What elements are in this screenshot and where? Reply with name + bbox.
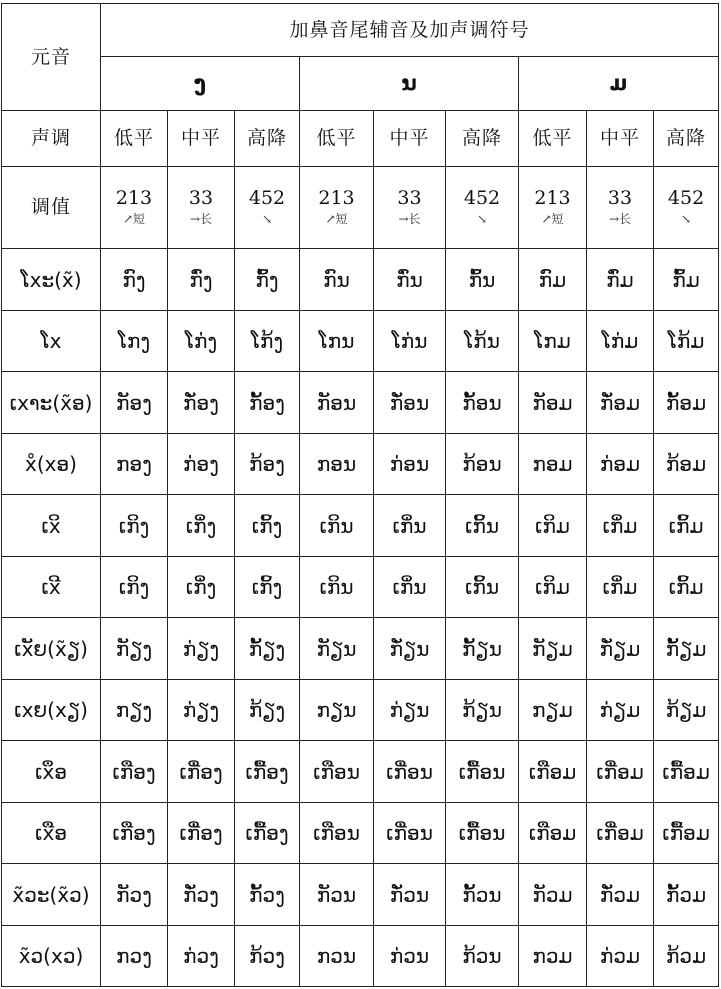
syllable-cell: ກັ້ຽງ [235,618,300,680]
syllable-cell: ເກື່ອນ [374,741,446,803]
tone-contour-glyph: →长 [398,212,421,227]
syllable-cell: ເກືອນ [300,803,374,864]
syllable-cell: ກ່ວງ [168,926,235,987]
syllable-cell: ກ້ວງ [235,926,300,987]
tone-value-number: 452 [248,187,286,210]
tone-contour-glyph: ↗短 [325,212,348,227]
tone-cell: 中平 [168,111,235,167]
vowel-label: x̃ວະ(x̃ວ) [2,864,101,926]
syllable-cell: ເກິ້ງ [235,557,300,618]
syllable-cell: ກ່ຽງ [168,618,235,680]
syllable-cell: ກຽມ [519,680,587,741]
syllable-cell: ກັ້ອນ [446,372,519,434]
syllable-cell: ກ່ອນ [374,434,446,495]
table-row [2,311,719,372]
syllable-cell: ກັວງ [101,864,168,926]
table-row [2,618,719,680]
syllable-cell: ເກື້ອນ [446,803,519,864]
syllable-cell: ກັອນ [300,372,374,434]
syllable-cell: ໂກ່ນ [374,311,446,372]
syllable-cell: ກັ່ວນ [374,864,446,926]
vowel-label: ເxືອ [2,803,101,864]
syllable-cell: ເກິມ [519,495,587,557]
tone-row [2,111,719,167]
syllable-cell: ກ່ຽງ [168,680,235,741]
tone-contour-glyph: ↗短 [541,212,564,227]
syllable-cell: ເກິ່ມ [587,557,654,618]
tone-contour-glyph: ↘ [681,212,692,227]
tone-value-cell [587,167,654,249]
syllable-cell: ກັວນ [300,864,374,926]
syllable-cell: ກ້ຽງ [235,680,300,741]
syllable-cell: ເກື່ອມ [587,741,654,803]
tone-contour-glyph: →长 [189,212,213,227]
tone-header: 声调 [2,111,101,167]
vowel-label: ເxຶອ [2,741,101,803]
vowel-label: x̊(xອ) [2,434,101,495]
syllable-cell: ກ້ວນ [446,926,519,987]
final-n: ນ [300,57,519,111]
tone-table [1,3,719,987]
syllable-cell: ເກື່ອມ [587,803,654,864]
tone-value-number: 452 [667,187,705,210]
syllable-cell: ເກື້ອມ [654,803,719,864]
syllable-cell: ເກິງ [101,495,168,557]
syllable-cell: ເກື່ອງ [168,803,235,864]
syllable-cell: ໂກ້ນ [446,311,519,372]
tone-value-cell [446,167,519,249]
syllable-cell: ກອນ [300,434,374,495]
syllable-cell: ກັອງ [101,372,168,434]
tone-value-cell [235,167,300,249]
tone-value-number: 33 [188,187,214,210]
vowel-label: x̃ວ(xວ) [2,926,101,987]
syllable-cell: ກ່ວນ [374,926,446,987]
table-row [2,372,719,434]
final-m: ມ [519,57,719,111]
syllable-cell: ເກິ່ງ [168,495,235,557]
syllable-cell: ກົນ [300,249,374,311]
syllable-cell: ກັ່ວງ [168,864,235,926]
syllable-cell: ເກື່ອງ [168,741,235,803]
header-row-group [2,4,719,57]
table-row [2,557,719,618]
syllable-cell: ກອມ [519,434,587,495]
table-row [2,249,719,311]
syllable-cell: ກ້ວມ [654,926,719,987]
table-row [2,864,719,926]
syllable-cell: ເກື້ອມ [654,741,719,803]
syllable-cell: ກ້ອນ [446,434,519,495]
syllable-cell: ເກິ້ນ [446,557,519,618]
tone-value-cell [300,167,374,249]
tone-value-number: 452 [463,187,501,210]
syllable-cell: ກວນ [300,926,374,987]
syllable-cell: ໂກ່ມ [587,311,654,372]
syllable-cell: ກັ່ອນ [374,372,446,434]
syllable-cell: ເກິນ [300,495,374,557]
syllable-cell: ເກິ້ນ [446,495,519,557]
vowel-label: ເxິ [2,495,101,557]
tone-value-number: 213 [318,187,355,210]
syllable-cell: ກັ້ວງ [235,864,300,926]
tone-cell: 高降 [235,111,300,167]
syllable-cell: ກົ້ງ [235,249,300,311]
syllable-cell: ກົ່ງ [168,249,235,311]
syllable-cell: ກົມ [519,249,587,311]
syllable-cell: ກົ້ມ [654,249,719,311]
tone-value-number: 33 [397,187,422,210]
table-row [2,803,719,864]
syllable-cell: ເກື້ອນ [446,741,519,803]
syllable-cell: ເກິ້ມ [654,495,719,557]
syllable-cell: ເກືອມ [519,741,587,803]
syllable-cell: ກ້ຽມ [654,680,719,741]
tone-cell: 高降 [446,111,519,167]
syllable-cell: ເກື້ອງ [235,803,300,864]
tone-contour-glyph: →长 [608,212,632,227]
vowel-label: ເxັຍ(x̃ຽ) [2,618,101,680]
syllable-cell: ກຽງ [101,680,168,741]
tone-cell: 高降 [654,111,719,167]
syllable-cell: ກັຽງ [101,618,168,680]
header-row-finals [2,57,719,111]
syllable-cell: ເກິ່ນ [374,495,446,557]
syllable-cell: ກັ້ວມ [654,864,719,926]
syllable-cell: ກ້ອມ [654,434,719,495]
tone-value-row [2,167,719,249]
table-row [2,741,719,803]
syllable-cell: ເກິ້ງ [235,495,300,557]
tone-value-cell [374,167,446,249]
vowel-label: ເxີ [2,557,101,618]
syllable-cell: ໂກ້ມ [654,311,719,372]
syllable-cell: ກົ່ມ [587,249,654,311]
syllable-cell: ກົງ [101,249,168,311]
syllable-cell: ເກືອງ [101,803,168,864]
syllable-cell: ກັຽມ [519,618,587,680]
table-row [2,434,719,495]
vowel-label: ໂxະ(x̃) [2,249,101,311]
syllable-cell: ກັ່ອມ [587,372,654,434]
syllable-cell: ກົ້ນ [446,249,519,311]
syllable-cell: ກັຽນ [300,618,374,680]
tone-value-cell [654,167,719,249]
syllable-cell: ກ້ຽນ [446,680,519,741]
syllable-cell: ກົ່ນ [374,249,446,311]
syllable-cell: ໂກ່ງ [168,311,235,372]
syllable-cell: ກັ່ວມ [587,864,654,926]
syllable-cell: ກຽນ [300,680,374,741]
tone-contour-glyph: ↗短 [122,212,146,227]
vowel-label: ເxຍ(xຽ) [2,680,101,741]
syllable-cell: ເກິ່ນ [374,557,446,618]
tone-value-cell [168,167,235,249]
syllable-cell: ເກິນ [300,557,374,618]
tone-cell: 中平 [587,111,654,167]
syllable-cell: ໂກນ [300,311,374,372]
syllable-cell: ກັ້ຽມ [654,618,719,680]
tone-value-number: 213 [115,187,153,210]
syllable-cell: ເກິ່ມ [587,495,654,557]
final-nga: ງ [101,57,300,111]
syllable-cell: ກ່ຽນ [374,680,446,741]
tone-contour-glyph: ↘ [476,212,488,227]
syllable-cell: ກວງ [101,926,168,987]
tone-value-header: 调值 [2,167,101,249]
table-row [2,680,719,741]
tone-value-cell [101,167,168,249]
syllable-cell: ເກືອງ [101,741,168,803]
tone-value-number: 213 [534,187,571,210]
syllable-cell: ກ່ອມ [587,434,654,495]
tone-cell: 中平 [374,111,446,167]
syllable-cell: ກັ້ຽນ [446,618,519,680]
syllable-cell: ເກິມ [519,557,587,618]
syllable-cell: ກ່ວມ [587,926,654,987]
syllable-cell: ກັອມ [519,372,587,434]
table-row [2,926,719,987]
syllable-cell: ເກື່ອນ [374,803,446,864]
syllable-cell: ກັ້ວນ [446,864,519,926]
syllable-cell: ເກິ້ມ [654,557,719,618]
syllable-cell: ກ້ອງ [235,434,300,495]
vowel-header: 元音 [2,4,101,111]
tone-cell: 低平 [519,111,587,167]
syllable-cell: ໂກມ [519,311,587,372]
syllable-cell: ເກືອນ [300,741,374,803]
group-title: 加鼻音尾辅音及加声调符号 [101,4,719,57]
tone-value-cell [519,167,587,249]
syllable-cell: ກ່ຽມ [587,680,654,741]
syllable-cell: ກອງ [101,434,168,495]
syllable-cell: ເກື້ອງ [235,741,300,803]
syllable-cell: ກັວມ [519,864,587,926]
syllable-cell: ກັ້ອມ [654,372,719,434]
syllable-cell: ກັ້ອງ [235,372,300,434]
table-row [2,495,719,557]
syllable-cell: ເກິງ [101,557,168,618]
syllable-cell: ໂກງ [101,311,168,372]
vowel-label: ໂx [2,311,101,372]
syllable-cell: ເກືອມ [519,803,587,864]
syllable-cell: ກັ່ຽນ [374,618,446,680]
syllable-cell: ກັ່ອງ [168,372,235,434]
syllable-cell: ກວມ [519,926,587,987]
tone-cell: 低平 [101,111,168,167]
tone-cell: 低平 [300,111,374,167]
syllable-cell: ເກິ່ງ [168,557,235,618]
syllable-cell: ກ່ອງ [168,434,235,495]
syllable-cell: ກັ່ຽມ [587,618,654,680]
vowel-label: ເxາະ(x̃ອ) [2,372,101,434]
tone-contour-glyph: ↘ [261,212,273,227]
tone-value-number: 33 [607,187,633,210]
syllable-cell: ໂກ້ງ [235,311,300,372]
